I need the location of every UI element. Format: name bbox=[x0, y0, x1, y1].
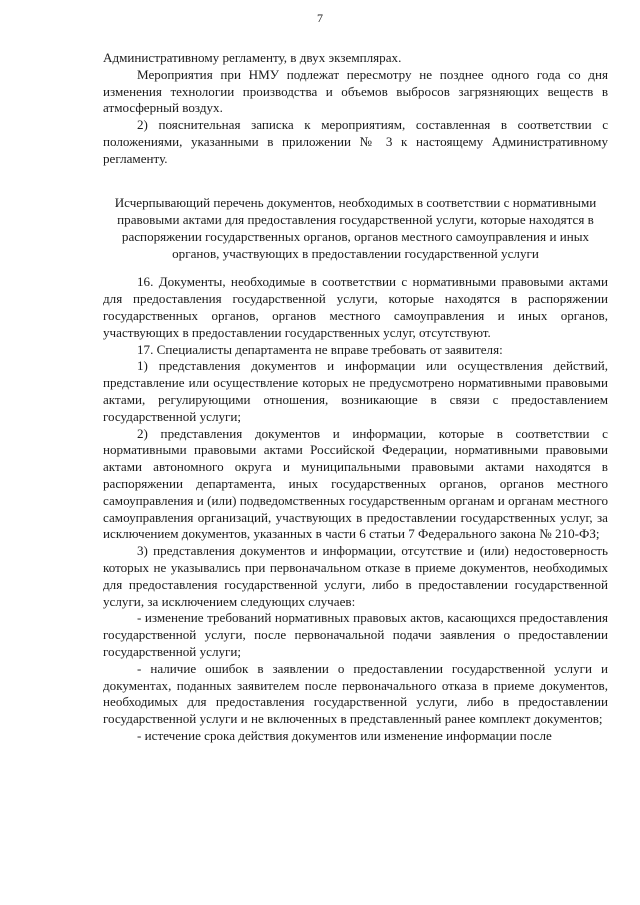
document-body bbox=[103, 50, 608, 745]
section-heading: Исчерпывающий перечень документов, необходимых в соответствии с нормативными правовыми актами для предоставления государственной услуги, которые находятся в распоряжении государственных органов, органов местного самоуправления и иных органов, участвующих в предоставлении государственной услуги bbox=[114, 194, 597, 262]
paragraph: 17. Специалисты департамента не вправе требовать от заявителя: bbox=[137, 341, 503, 357]
paragraph: 2) представления документов и информации, которые в соответствии с нормативными правовыми актами Российской Федерации, нормативными правовыми актами автономного округа и муниципальными правовыми актами находятся в распоряжении департамента, иных государственных органов, органов местного самоуправления и (или) подведомственных государственным органам и органам местного самоуправления организаций, участвующих в предоставлении государственных услуг, за исключением документов, указанных в части 6 статьи 7 Федерального закона № 210-ФЗ; bbox=[103, 425, 608, 542]
paragraph: Мероприятия при НМУ подлежат пересмотру не позднее одного года со дня изменения технологии производства и объемов выбросов загрязняющих веществ в атмосферный воздух. bbox=[103, 66, 608, 116]
paragraph: - наличие ошибок в заявлении о предоставлении государственной услуги и документах, поданных заявителем после первоначального отказа в приеме документов, необходимых для предоставления государственной услуги, либо в предоставлении государственной услуги и не включенных в представленный ранее комплект документов; bbox=[103, 660, 608, 727]
paragraph: 1) представления документов и информации или осуществления действий, представление или осуществление которых не предусмотрено нормативными правовыми актами, регулирующими отношения, возникающие в связи с предоставлением государственной услуги; bbox=[103, 358, 608, 424]
paragraph: - истечение срока действия документов или изменение информации после bbox=[137, 727, 552, 743]
paragraph: - изменение требований нормативных правовых актов, касающихся предоставления государственной услуги, после первоначальной подачи заявления о предоставлении государственной услуги; bbox=[103, 610, 608, 659]
paragraph: 16. Документы, необходимые в соответствии с нормативными правовыми актами для предоставления государственной услуги, которые находятся в распоряжении государственных органов, органов местного самоуправления и иных органов, участвующих в предоставлении государственных услуг, отсутствуют. bbox=[103, 274, 608, 340]
page-number: 7 bbox=[317, 11, 323, 25]
paragraph: 3) представления документов и информации, отсутствие и (или) недостоверность которых не указывались при первоначальном отказе в приеме документов, необходимых для предоставления государственной услуги, либо в предоставлении государственной услуги, за исключением следующих случаев: bbox=[103, 543, 608, 609]
paragraph: Административному регламенту, в двух экземплярах. bbox=[103, 50, 402, 65]
paragraph: 2) пояснительная записка к мероприятиям, составленная в соответствии с положениями, указанными в приложении № 3 к настоящему Административному регламенту. bbox=[103, 117, 608, 166]
